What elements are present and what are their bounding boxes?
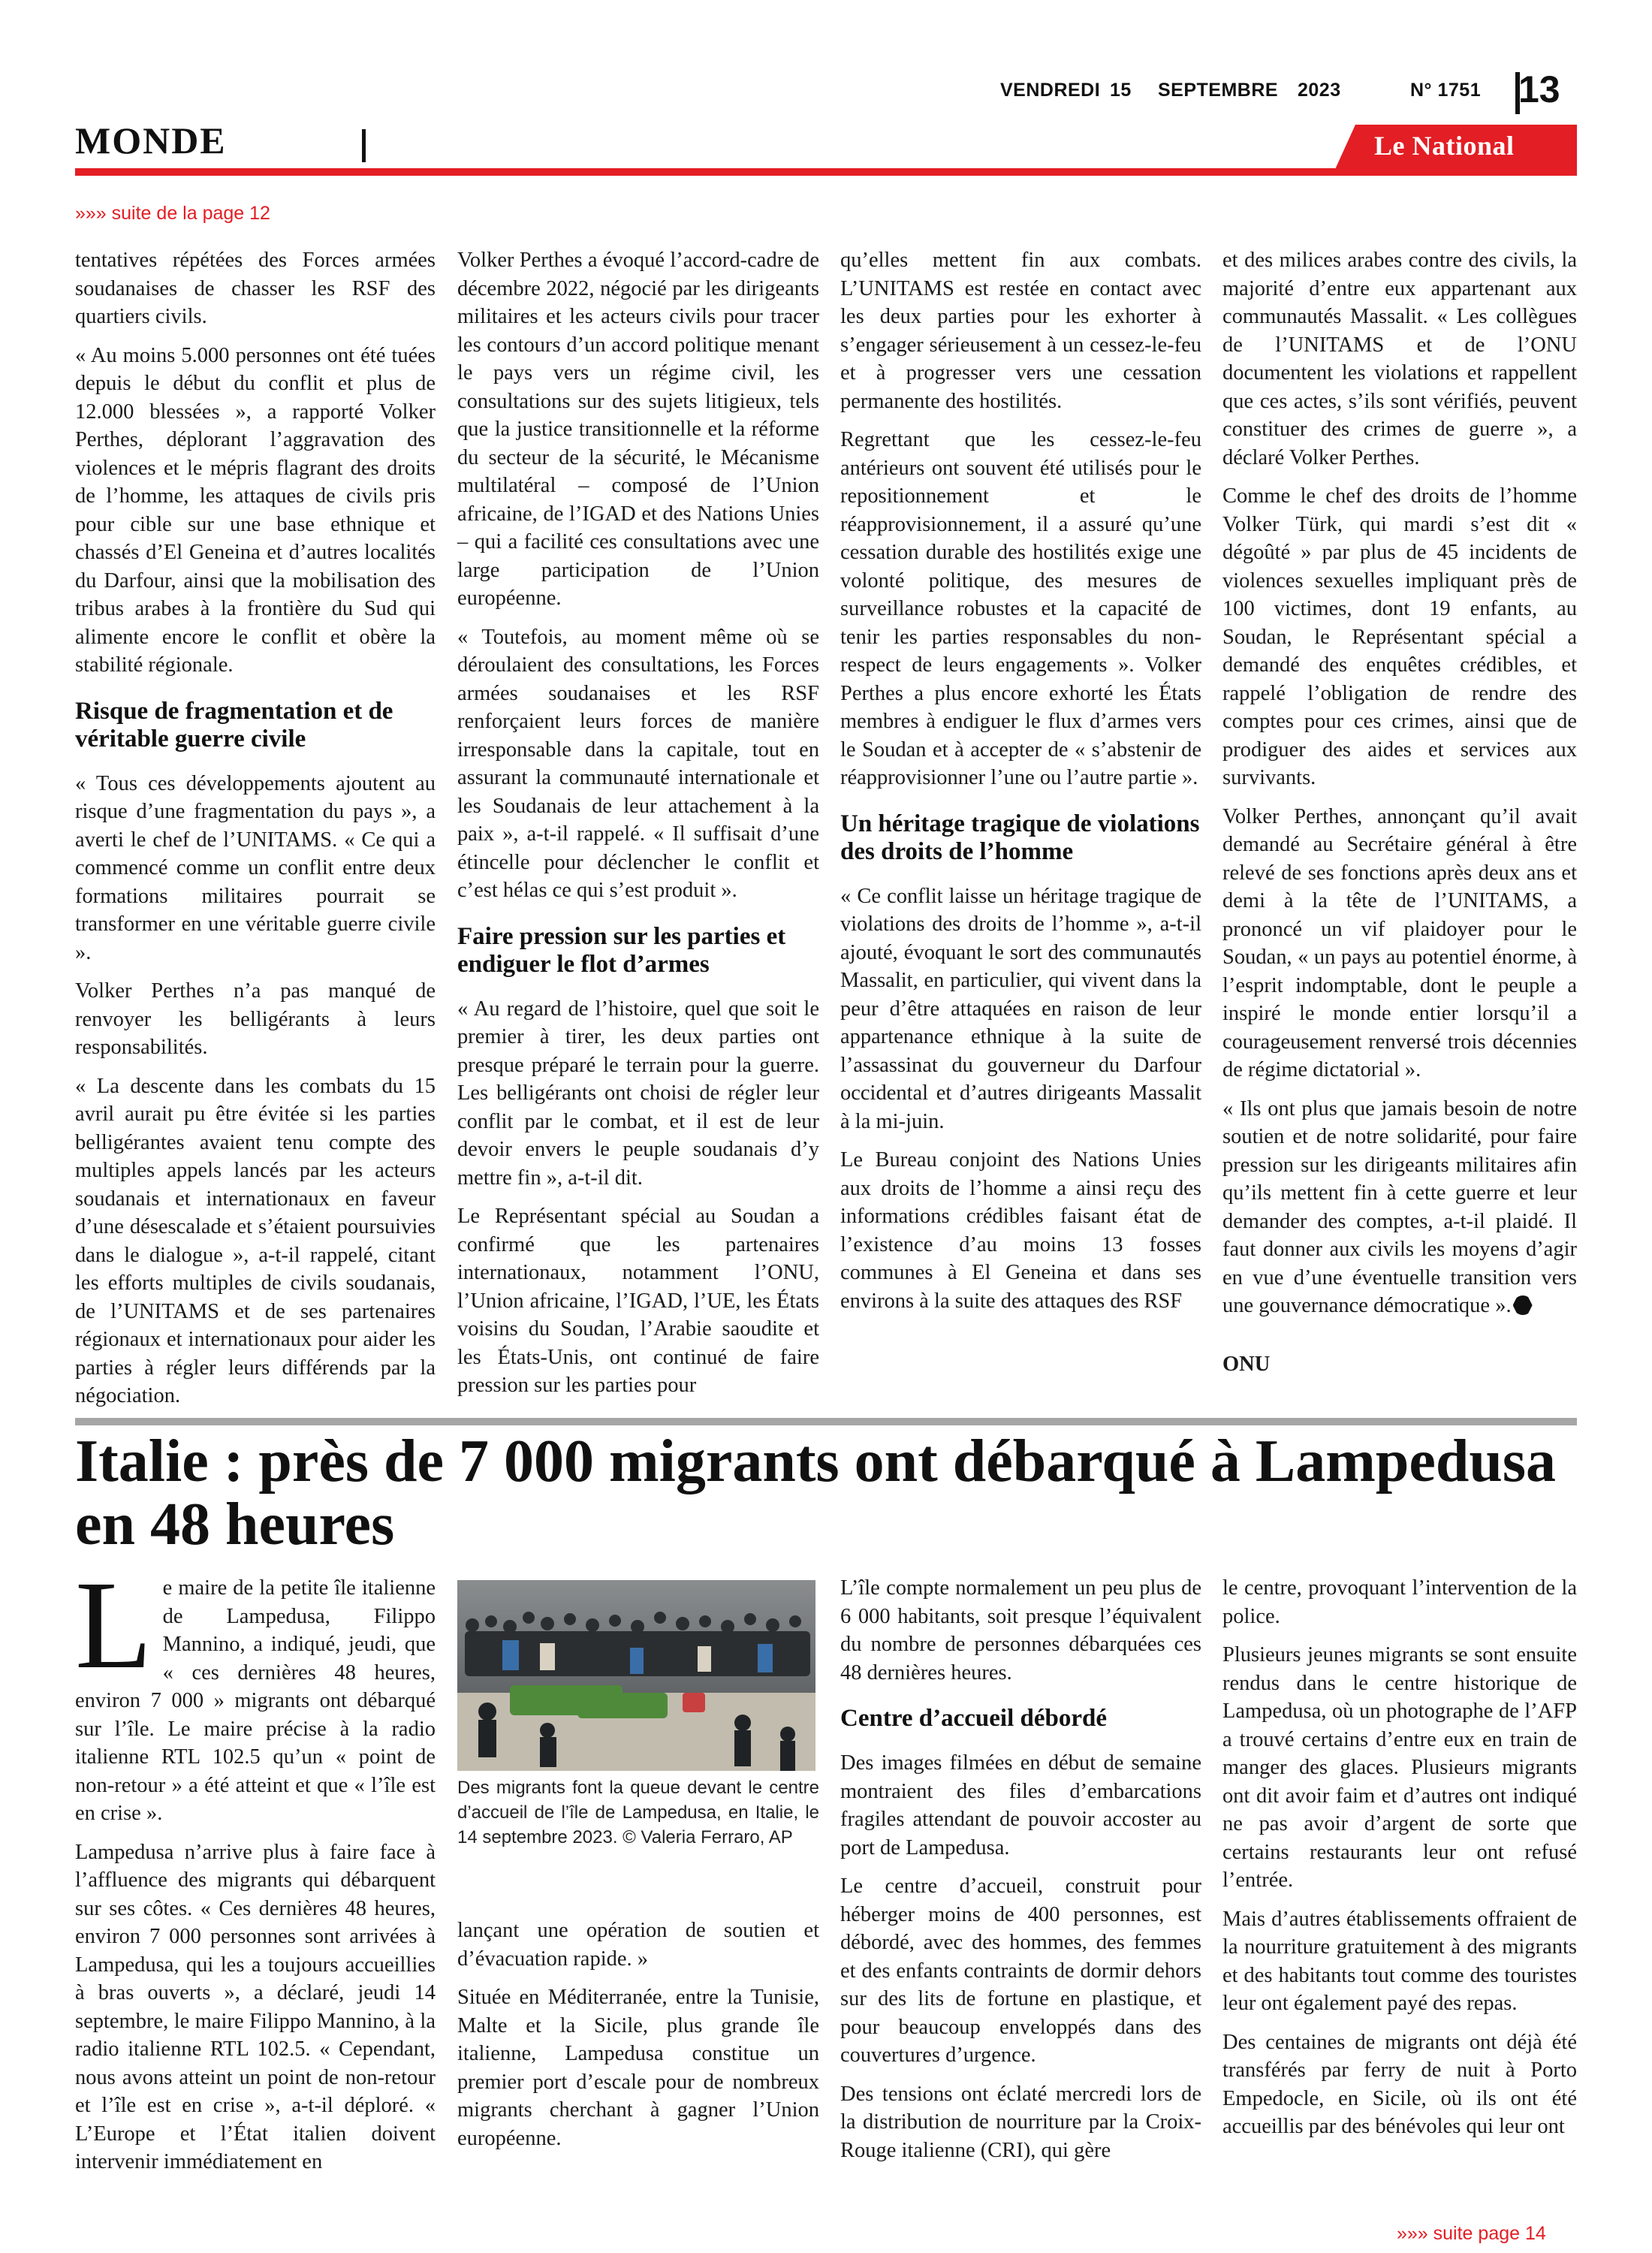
article1-column-3 (840, 246, 1201, 1326)
paragraph: le centre, provoquant l’intervention de la police. (1222, 1576, 1577, 1628)
paragraph: Volker Perthes a évoqué l’accord-cadre de décembre 2022, négocié par les dirigeants militaires et les acteurs civils pour tracer les contours d’un accord politique menant le pays vers un régime civil, les consultations sur des sujets litigieux, tels que la justice transitionnelle et la réforme du secteur de la sécurité, le Mécanisme multilatéral – composé de l’Union africaine, de l’IGAD et des Nations Unies – qui a facilité ces consultations avec une large participation de l’Union européenne. (457, 249, 819, 610)
paragraph: et des milices arabes contre des civils, la majorité d’entre eux appartenant aux communautés Massalit. « Les collègues de l’UNITAMS et de l’ONU documentent les violations et rappellent que ces actes, s’ils sont vérifiés, peuvent constituer des crimes de guerre », a déclaré Volker Perthes. (1222, 249, 1577, 469)
article1-column-1 (75, 246, 436, 1421)
drop-cap: L (75, 1555, 152, 1695)
subheading: Un héritage tragique de violations des droits de l’homme (840, 810, 1200, 865)
article2-column-4 (1222, 1574, 1577, 2152)
paragraph: Le centre d’accueil, construit pour héberger moins de 400 personnes, est débordé, avec des hommes, des femmes et des enfants contraints de dormir dehors sur des lits de fortune en plastique, et pour beaucoup enveloppés dans des couvertures d’urgence. (840, 1874, 1201, 2067)
paragraph: L’île compte normalement un peu plus de 6 000 habitants, soit presque l’équivalent du nombre de personnes débarquées ces 48 dernières heures. (840, 1576, 1201, 1684)
header-date-number: 15 (1110, 80, 1132, 101)
paragraph-lead (75, 1555, 436, 1828)
paragraph: Lampedusa n’arrive plus à faire face à l’affluence des migrants qui débarquent sur ses côtes. « Ces dernières 48 heures, environ 7 000 personnes sont arrivées à Lampedusa, qui les a toujours accueillies à bras ouverts », a déclaré, jeudi 14 septembre, le maire Filippo Mannino, à la radio italienne RTL 102.5. « Cependant, nous avons atteint un point de non-retour et l’île est en crise », a-t-il déploré. « L’Europe et l’État italien doivent intervenir immédiatement en (75, 1840, 436, 2173)
article-signature: ONU (1222, 1352, 1271, 1376)
paragraph: Comme le chef des droits de l’homme Volker Türk, qui mardi s’est dit « dégoûté » par plus de 45 incidents de violences sexuelles impliquant près de 100 victimes, dont 19 enfants, au Soudan, le Représentant spécial a demandé des enquêtes crédibles, et rappelé l’obligation de rendre des comptes pour ces crimes, ainsi que de prodiguer des aides et services aux survivants. (1222, 484, 1577, 789)
paragraph-last (1222, 1095, 1577, 1320)
photo-image (457, 1580, 815, 1771)
subheading: Faire pression sur les parties et endiguer le flot d’armes (457, 922, 786, 978)
paragraph: Le Bureau conjoint des Nations Unies aux droits de l’homme a ainsi reçu des informations crédibles faisant état de l’existence d’au moins 13 fosses communes à El Geneina et dans ses environs à la suite des attaques des RSF (840, 1148, 1201, 1313)
header-day: VENDREDI (1000, 80, 1101, 101)
photo-caption: Des migrants font la queue devant le centre d’accueil de l’île de Lampedusa, en Italie, le 14 septembre 2023. © Valeria Ferraro, AP (457, 1778, 819, 1847)
header-year: 2023 (1298, 80, 1341, 101)
paragraph: « La descente dans les combats du 15 avril aurait pu être évitée si les parties belligérantes avaient tenu compte des multiples appels lancés par les acteurs soudanais et internationaux en faveur d’une désescalade et s’étaient poursuivies dans le dialogue », a-t-il rappelé, citant les efforts multiples de civils soudanais, de l’UNITAMS et de ses partenaires régionaux et internationaux pour aider les parties à régler leurs différends par la négociation. (75, 1074, 436, 1407)
paragraph: qu’elles mettent fin aux combats. L’UNITAMS est restée en contact avec les deux parties pour les exhorter à s’engager sérieusement à un cessez-le-feu et à progresser vers une cessation permanente des hostilités. (840, 249, 1201, 413)
article1-column-4 (1222, 246, 1577, 1389)
paragraph: « Toutefois, au moment même où se déroulaient des consultations, les Forces armées soudanaises et les RSF renforçaient leurs forces de manière irresponsable dans la capitale, tout en assurant la communauté internationale et les Soudanais de leur attachement à la paix », a-t-il rappelé. « Il suffisait d’une étincelle pour déclencher le conflit et c’est hélas ce qui s’est produit ». (457, 625, 819, 902)
paragraph: Volker Perthes n’a pas manqué de renvoyer les belligérants à leurs responsabilités. (75, 979, 436, 1059)
article2-headline: Italie : près de 7 000 migrants ont débarqué à Lampedusa en 48 heures (75, 1428, 1556, 1558)
page-number: 13 (1518, 68, 1560, 110)
article1-column-2 (457, 246, 819, 1410)
article2-column-1 (75, 1555, 436, 2187)
paragraph: Située en Méditerranée, entre la Tunisie, Malte et la Sicile, plus grande île italienne, Lampedusa constitue un premier port d’escale pour de nombreux migrants cherchant à gagner l’Union européenne. (457, 1986, 819, 2150)
migrants-photo (457, 1580, 815, 1771)
brand-name: Le National (1374, 131, 1515, 161)
article2-column-2 (457, 1917, 819, 2163)
paragraph: Le Représentant spécial au Soudan a confirmé que les partenaires internationaux, notamment l’ONU, l’Union africaine, l’IGAD, l’UE, les États voisins du Soudan, l’Arabie saoudite et les États-Unis, ont continué de faire pression sur les parties pour (457, 1205, 819, 1397)
paragraph: Regrettant que les cessez-le-feu antérieurs ont souvent été utilisés pour le repositionnement et le réapprovisionnement, il a assuré qu’une cessation durable des hostilités exige une volonté politique, des mesures de surveillance robustes et la capacité de tenir les parties responsables du non-respect de leurs engagements ». Volker Perthes a plus encore exhorté les États membres à endiguer le flux d’armes vers le Soudan et à accepter de « s’abstenir de réapprovisionner l’une ou l’autre partie ». (840, 428, 1201, 789)
paragraph: « Tous ces développements ajoutent au risque d’une fragmentation du pays », a averti le chef de l’UNITAMS. « Ce qui a commencé comme un conflit entre deux formations militaires pourrait se transformer en une véritable guerre civile ». (75, 771, 436, 964)
paragraph: Des images filmées en début de semaine montraient des files d’embarcations fragiles attendant de pouvoir accoster au port de Lampedusa. (840, 1751, 1201, 1859)
paragraph: Des centaines de migrants ont déjà été transférés par ferry de nuit à Porto Empedocle, en Sicile, où ils ont été accueillis par des bénévoles qui leur ont (1222, 2030, 1577, 2138)
paragraph: « Au moins 5.000 personnes ont été tuées depuis le début du conflit et plus de 12.000 blessées », a rapporté Volker Perthes, déplorant l’aggravation des violences et le mépris flagrant des droits de l’homme, les attaques de civils pris pour cible sur une base ethnique et chassés d’El Geneina et d’autres localités du Darfour, ainsi que la mobilisation des tribus arabes à la frontière du Sud qui alimente encore le conflit et obère la stabilité régionale. (75, 343, 436, 677)
article2-column-3 (840, 1574, 1201, 2175)
section-divider (362, 129, 366, 162)
header-issue-number: N° 1751 (1410, 80, 1482, 101)
end-mark-icon (1513, 1295, 1533, 1315)
paragraph: Des tensions ont éclaté mercredi lors de la distribution de nourriture par la Croix-Rouge italienne (CRI), qui gère (840, 2082, 1201, 2162)
paragraph: Mais d’autres établissements offraient de la nourriture gratuitement à des migrants et des habitants tout comme des touristes leur ont également payé des repas. (1222, 1907, 1577, 2015)
subheading: Centre d’accueil débordé (840, 1705, 1107, 1732)
continued-from-link[interactable]: »»» suite de la page 12 (75, 203, 270, 224)
paragraph: Volker Perthes, annonçant qu’il avait demandé au Secrétaire général à être relevé de ses fonctions après deux ans et demi à la tête de l’UNITAMS, a prononcé un vif plaidoyer pour le Soudan, « un pays au potentiel énorme, à l’esprit indomptable, dont le peuple a inspiré le monde entier lorsqu’il a courageusement renversé trois décennies de régime dictatorial ». (1222, 804, 1577, 1081)
paragraph: « Au regard de l’histoire, quel que soit le premier à tirer, les deux parties ont presque préparé le terrain pour la guerre. Les belligérants ont choisi de régler leur conflit par le combat, et il est de leur devoir envers le peuple soudanais d’y mettre fin », a-t-il dit. (457, 997, 819, 1190)
subheading: Risque de fragmentation et de véritable guerre civile (75, 697, 393, 753)
paragraph-text: e maire de la petite île italienne de Lampedusa, Filippo Mannino, a indiqué, jeudi, que « ces dernières 48 heures, environ 7 000 » migrants ont débarqué sur l’île. Le maire précise à la radio italienne RTL 102.5 qu’un « point de non-retour » a été atteint et que « l’île est en crise ». (75, 1576, 436, 1825)
section-title: MONDE (75, 119, 227, 161)
paragraph-text: « Ils ont plus que jamais besoin de notre soutien et de notre solidarité, pour faire pression sur les dirigeants militaires afin qu’ils mettent fin à cette guerre et leur demander des comptes, a-t-il plaidé. Il faut donner aux civils les moyens d’agir en vue d’une éventuelle transition vers une gouvernance démocratique ». (1222, 1096, 1577, 1317)
paragraph: tentatives répétées des Forces armées soudanaises de chasser les RSF des quartiers civils. (75, 249, 436, 328)
paragraph: lançant une opération de soutien et d’évacuation rapide. » (457, 1919, 819, 1971)
article-separator (75, 1418, 1577, 1425)
header-month: SEPTEMBRE (1158, 80, 1279, 101)
paragraph: Plusieurs jeunes migrants se sont ensuite rendus dans le centre historique de Lampedusa, où un photographe de l’AFP a trouvé certains d’entre eux en train de manger des glaces. Plusieurs migrants ont dit avoir faim et d’autres ont indiqué ne pas avoir d’argent de sorte que certains restaurants leur ont refusé l’entrée. (1222, 1643, 1577, 1892)
continued-to-link[interactable]: »»» suite page 14 (1397, 2223, 1546, 2244)
paragraph: « Ce conflit laisse un héritage tragique de violations des droits de l’homme », a-t-il ajouté, évoquant le sort des communautés Massalit, en particulier, qui vivent dans la peur d’être attaquées en raison de leur appartenance ethnique à la suite de l’assassinat du gouverneur du Darfour occidental et d’autres dirigeants Massalit à la mi-juin. (840, 884, 1201, 1133)
